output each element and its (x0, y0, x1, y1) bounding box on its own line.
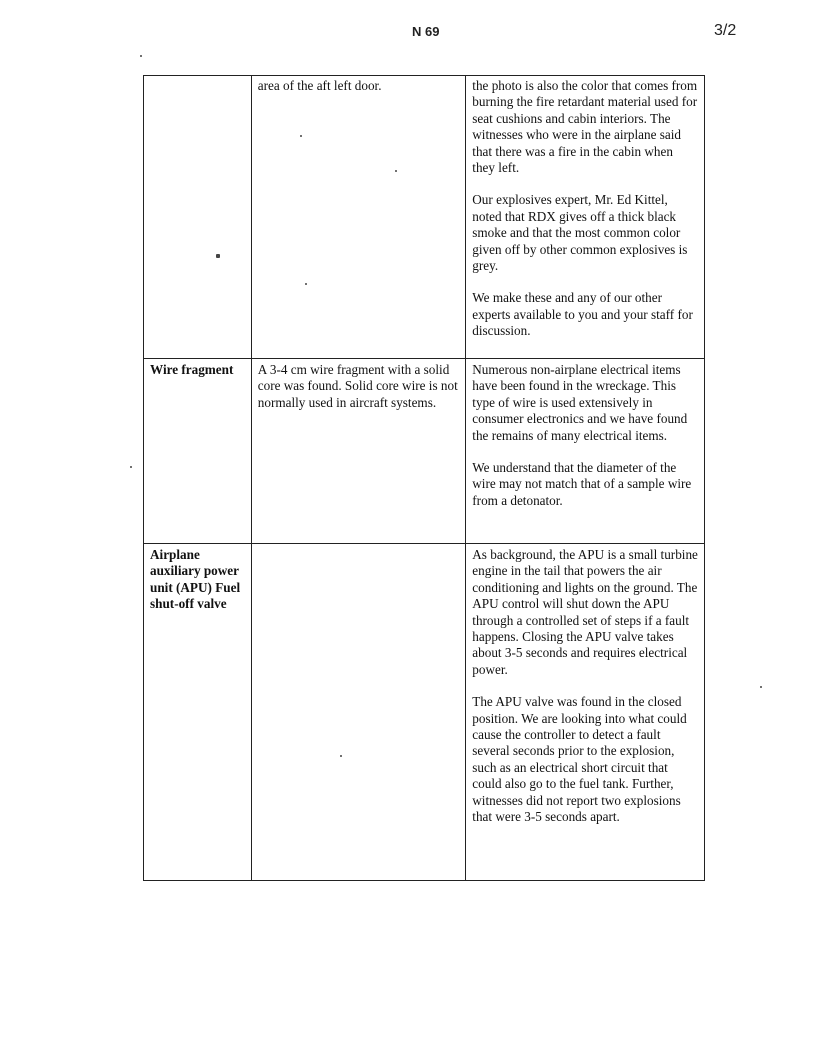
response-paragraph: Our explosives expert, Mr. Ed Kittel, noted that RDX gives off a thick black smoke and that the most common color given off by other common explosives is grey. (472, 192, 688, 274)
findings-table (143, 75, 705, 881)
response-cell (466, 359, 705, 544)
fax-page-indicator: 3/2 (714, 22, 737, 39)
scan-speck (216, 254, 220, 258)
scan-speck (760, 686, 762, 688)
response-paragraph: As background, the APU is a small turbine engine in the tail that powers the air conditioning and lights on the ground. The APU control will shut down the APU through a controlled set of steps if a fault happens. Closing the APU valve takes about 3-5 seconds and requires electrical power. (472, 547, 698, 677)
item-cell: Airplane auxiliary power unit (APU) Fuel shut-off valve (144, 544, 252, 881)
item-cell: Wire fragment (144, 359, 252, 544)
response-paragraph: the photo is also the color that comes from burning the fire retardant material used for seat cushions and cabin interiors. The witnesses who were in the airplane said that there was a fire in the cabin when they left. (472, 78, 698, 176)
scan-speck (395, 170, 397, 172)
response-paragraph: Numerous non-airplane electrical items have been found in the wreckage. This type of wire is used extensively in consumer electronics and we have found the remains of many electrical items. (472, 362, 688, 443)
response-cell (466, 76, 705, 359)
scan-speck (340, 755, 342, 757)
scan-speck (130, 466, 132, 468)
response-paragraph: The APU valve was found in the closed position. We are looking into what could cause the controller to detect a fault several seconds prior to the explosion, such as an electrical short circuit that could also go to the fuel tank. Further, witnesses did not report two explosions that were 3-5 seconds apart. (472, 694, 687, 825)
finding-cell: area of the aft left door. (251, 76, 466, 359)
table-row (144, 544, 705, 881)
response-paragraph: We understand that the diameter of the wire may not match that of a sample wire from a detonator. (472, 460, 692, 508)
response-paragraph: We make these and any of our other experts available to you and your staff for discussion. (472, 290, 693, 339)
finding-cell: A 3-4 cm wire fragment with a solid core was found. Solid core wire is not normally used in aircraft systems. (251, 359, 466, 544)
table-row (144, 359, 705, 544)
scan-speck (140, 55, 142, 57)
scan-speck (305, 283, 307, 285)
response-cell (466, 544, 705, 881)
finding-cell (251, 544, 466, 881)
page-number: N 69 (412, 24, 440, 39)
item-cell (144, 76, 252, 359)
scan-speck (300, 135, 302, 137)
table-row (144, 76, 705, 359)
